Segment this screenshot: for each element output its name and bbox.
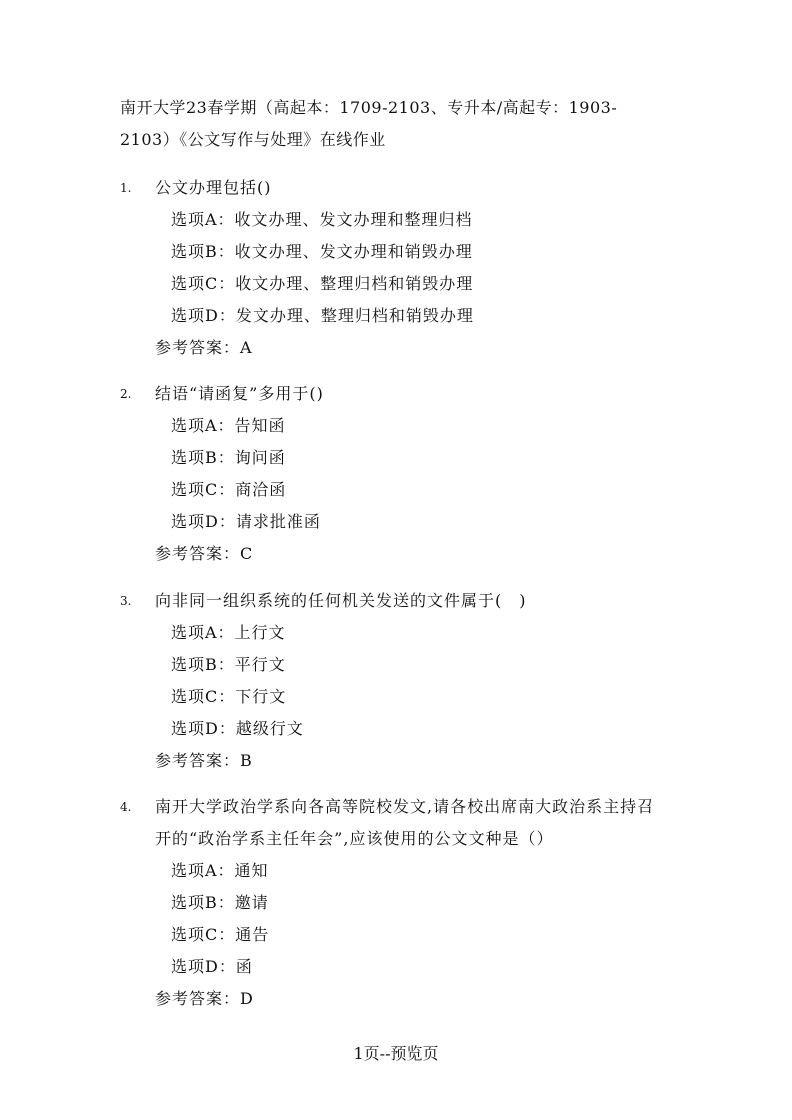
question-1	[120, 172, 680, 364]
option-c: 选项C：收文办理、整理归档和销毁办理	[171, 274, 474, 293]
option-d: 选项D：请求批准函	[171, 512, 321, 531]
option-a: 选项A：告知函	[171, 416, 286, 435]
question-text: 向非同一组织系统的任何机关发送的文件属于( )	[155, 591, 527, 610]
reference-answer: 参考答案：B	[155, 751, 253, 770]
option-c: 选项C：下行文	[171, 687, 287, 706]
question-number: 4.	[120, 800, 132, 814]
question-3	[120, 585, 680, 777]
option-c: 选项C：通告	[171, 925, 270, 944]
title-line-1: 南开大学23春学期（高起本：1709-2103、专升本/高起专：1903-	[120, 98, 618, 117]
reference-answer: 参考答案：C	[155, 544, 254, 563]
option-a: 选项A：收文办理、发文办理和整理归档	[171, 210, 473, 229]
option-c: 选项C：商洽函	[171, 480, 287, 499]
title-line-2: 2103）《公文写作与处理》在线作业	[120, 130, 386, 149]
question-2	[120, 378, 680, 570]
option-d: 选项D：越级行文	[171, 719, 304, 738]
page-footer: 1页--预览页	[353, 1044, 439, 1063]
question-number: 3.	[120, 594, 132, 608]
option-a: 选项A：通知	[171, 861, 269, 880]
question-4	[120, 791, 680, 1015]
question-text-line-1: 南开大学政治学系向各高等院校发文,请各校出席南大政治系主持召	[155, 797, 655, 816]
question-number: 1.	[120, 181, 132, 195]
question-text: 公文办理包括()	[155, 178, 272, 197]
document-title	[120, 92, 640, 156]
option-d: 选项D：函	[171, 957, 253, 976]
reference-answer: 参考答案：D	[155, 989, 254, 1008]
option-b: 选项B：收文办理、发文办理和销毁办理	[171, 242, 473, 261]
question-text: 结语“请函复”多用于()	[155, 384, 324, 403]
question-number: 2.	[120, 387, 132, 401]
option-a: 选项A：上行文	[171, 623, 286, 642]
reference-answer: 参考答案：A	[155, 338, 253, 357]
option-b: 选项B：询问函	[171, 448, 286, 467]
option-b: 选项B：邀请	[171, 893, 269, 912]
option-b: 选项B：平行文	[171, 655, 286, 674]
question-text-line-2: 开的“政治学系主任年会”,应该使用的公文文种是（）	[155, 829, 554, 848]
option-d: 选项D：发文办理、整理归档和销毁办理	[171, 306, 474, 325]
